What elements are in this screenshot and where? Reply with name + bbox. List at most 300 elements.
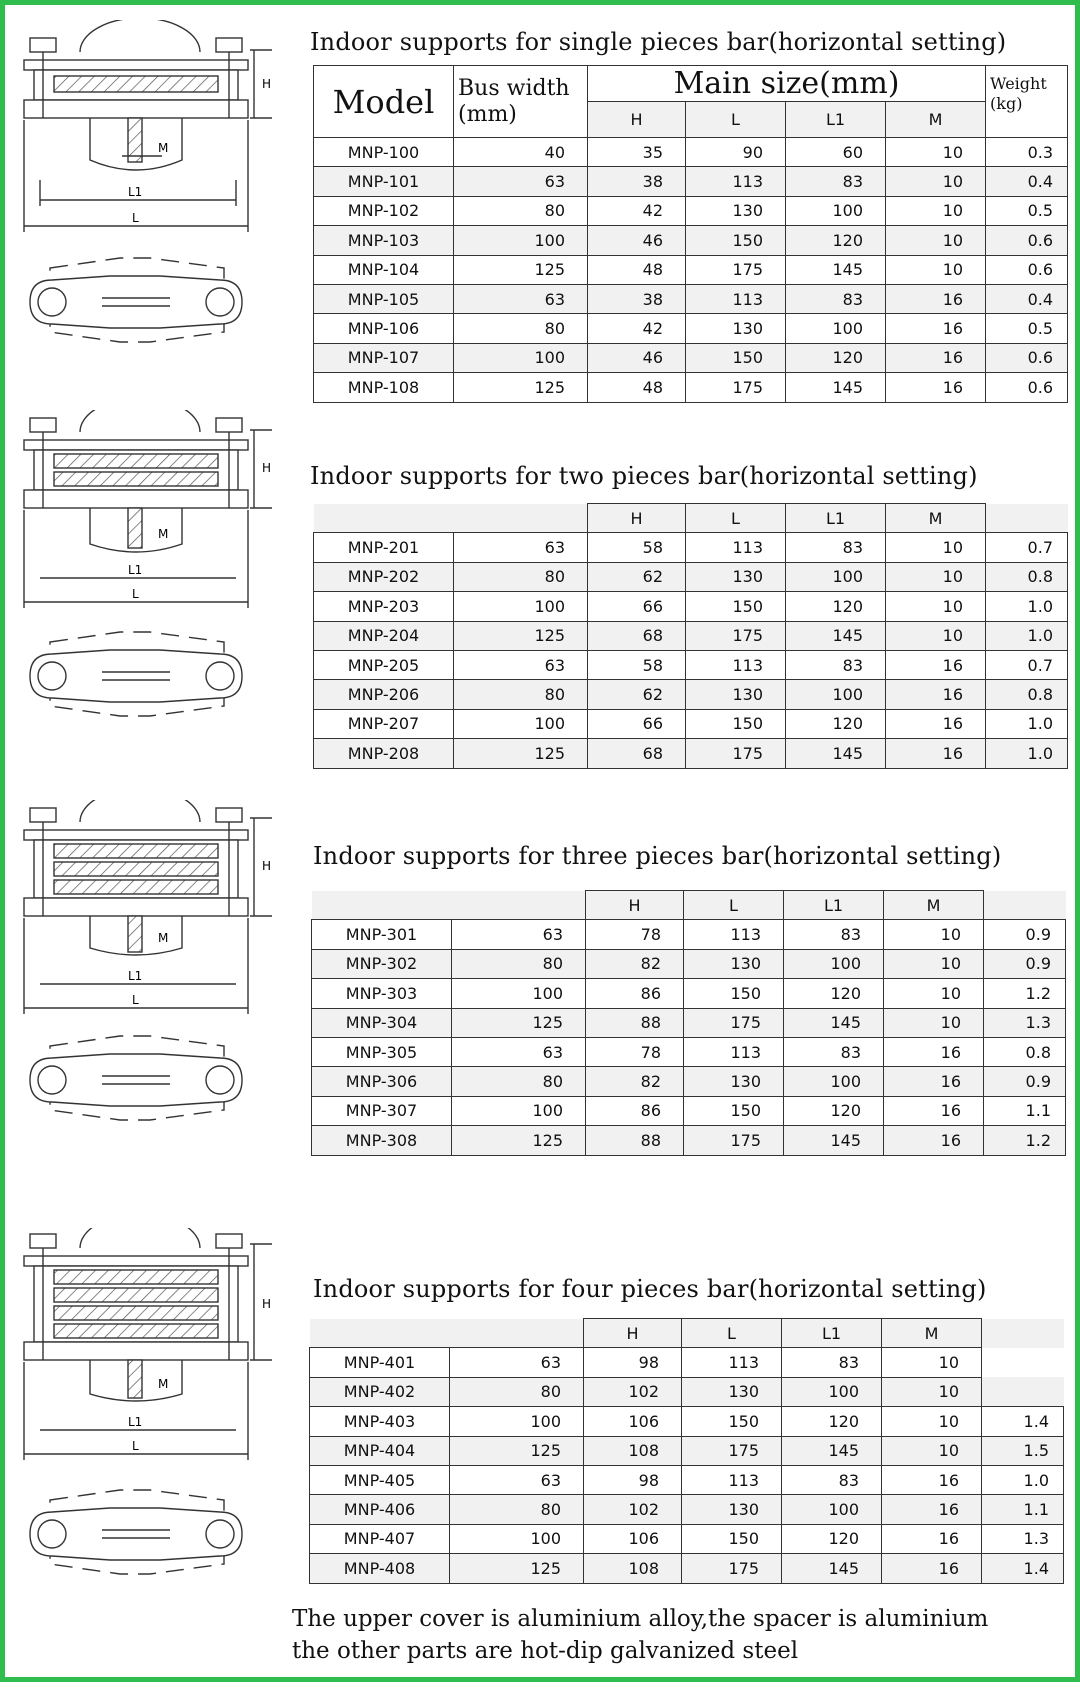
cell-l: 130 [682, 1495, 782, 1524]
table-row [314, 167, 1068, 196]
spec-table-two [313, 503, 1068, 769]
col-l: L [686, 102, 786, 138]
label-h: H [262, 461, 272, 475]
cell-bus-width: 125 [454, 739, 588, 768]
cell-model: MNP-104 [314, 255, 454, 284]
cell-m: 10 [882, 1348, 982, 1377]
table-row [314, 562, 1068, 591]
table-row [314, 739, 1068, 768]
cell-m: 16 [886, 709, 986, 738]
cell-l: 130 [682, 1377, 782, 1406]
cell-m: 16 [886, 284, 986, 313]
cell-weight: 1.3 [982, 1524, 1064, 1553]
cell-l: 175 [686, 373, 786, 402]
cell-weight: 0.6 [986, 226, 1068, 255]
cell-weight: 0.4 [986, 284, 1068, 313]
table-row [314, 621, 1068, 650]
table-row [312, 949, 1066, 978]
cell-bus-width: 80 [450, 1495, 584, 1524]
cell-l: 130 [686, 196, 786, 225]
cell-bus-width: 63 [452, 920, 586, 949]
cell-h: 88 [586, 1008, 684, 1037]
label-l1: L1 [128, 969, 143, 983]
cell-model: MNP-303 [312, 979, 452, 1008]
cell-bus-width: 100 [452, 1096, 586, 1125]
section-title-three: Indoor supports for three pieces bar(horizontal setting) [313, 842, 1002, 870]
cell-weight: 1.2 [984, 1126, 1066, 1155]
label-m: M [158, 141, 169, 155]
cell-weight: 1.4 [982, 1554, 1064, 1583]
label-l: L [132, 993, 139, 1007]
cell-l1: 145 [784, 1126, 884, 1155]
cell-l: 150 [684, 979, 784, 1008]
cell-bus-width: 125 [452, 1126, 586, 1155]
cell-l1: 120 [784, 979, 884, 1008]
cell-h: 58 [588, 650, 686, 679]
cell-weight: 1.2 [984, 979, 1066, 1008]
cell-l: 150 [686, 709, 786, 738]
cell-l: 130 [684, 1067, 784, 1096]
table-row [310, 1348, 1064, 1377]
cell-l: 113 [684, 1037, 784, 1066]
cell-model: MNP-205 [314, 650, 454, 679]
cell-weight: 1.0 [986, 621, 1068, 650]
cell-m: 16 [884, 1067, 984, 1096]
cell-m: 16 [886, 650, 986, 679]
cell-bus-width: 63 [454, 650, 588, 679]
cell-l: 113 [686, 284, 786, 313]
cell-h: 106 [584, 1407, 682, 1436]
col-l: L [686, 504, 786, 533]
cell-l1: 145 [782, 1554, 882, 1583]
cell-model: MNP-403 [310, 1407, 450, 1436]
col-h: H [586, 891, 684, 920]
cell-l1: 100 [786, 196, 886, 225]
cell-l1: 120 [782, 1407, 882, 1436]
cell-model: MNP-204 [314, 621, 454, 650]
cell-model: MNP-308 [312, 1126, 452, 1155]
cell-l1: 83 [786, 650, 886, 679]
cell-m: 16 [886, 739, 986, 768]
cell-h: 46 [588, 226, 686, 255]
cell-h: 38 [588, 284, 686, 313]
cell-bus-width: 63 [454, 167, 588, 196]
label-l: L [132, 211, 139, 225]
cell-weight: 1.4 [982, 1407, 1064, 1436]
cell-weight: 0.9 [984, 920, 1066, 949]
cell-l1: 145 [786, 373, 886, 402]
material-note-line-1: The upper cover is aluminium alloy,the spacer is aluminium [292, 1606, 989, 1632]
table-row [310, 1495, 1064, 1524]
cell-l1: 83 [786, 533, 886, 562]
cell-l1: 120 [784, 1096, 884, 1125]
cell-h: 46 [588, 343, 686, 372]
cell-l1: 100 [786, 314, 886, 343]
cell-weight: 1.5 [982, 1436, 1064, 1465]
section-title-two: Indoor supports for two pieces bar(horizontal setting) [310, 462, 978, 490]
header-model: Model [314, 66, 454, 138]
cell-h: 68 [588, 621, 686, 650]
cell-model: MNP-108 [314, 373, 454, 402]
cell-model: MNP-404 [310, 1436, 450, 1465]
cell-bus-width: 63 [454, 284, 588, 313]
cell-m: 16 [886, 373, 986, 402]
cell-bus-width: 80 [450, 1377, 584, 1406]
cell-h: 82 [586, 949, 684, 978]
table-row [310, 1377, 1064, 1406]
cell-l: 150 [686, 343, 786, 372]
cell-l: 113 [682, 1465, 782, 1494]
label-l1: L1 [128, 185, 143, 199]
cell-m: 10 [884, 979, 984, 1008]
col-m: M [886, 504, 986, 533]
cell-bus-width: 80 [452, 949, 586, 978]
cell-model: MNP-405 [310, 1465, 450, 1494]
cell-model: MNP-304 [312, 1008, 452, 1037]
cell-weight: 0.5 [986, 314, 1068, 343]
cell-l1: 83 [782, 1348, 882, 1377]
cell-l: 130 [686, 562, 786, 591]
cell-l1: 145 [784, 1008, 884, 1037]
cell-bus-width: 100 [454, 592, 588, 621]
cell-l: 175 [682, 1554, 782, 1583]
cell-l1: 120 [786, 709, 886, 738]
cell-weight: 1.1 [984, 1096, 1066, 1125]
cell-h: 66 [588, 709, 686, 738]
spec-table-three [311, 890, 1066, 1156]
table-row [310, 1524, 1064, 1553]
cell-l: 175 [684, 1126, 784, 1155]
table-row [312, 1067, 1066, 1096]
cell-m: 10 [886, 138, 986, 167]
cell-l1: 83 [786, 167, 886, 196]
table-row [314, 343, 1068, 372]
cell-m: 10 [882, 1436, 982, 1465]
cell-m: 16 [886, 343, 986, 372]
cell-model: MNP-301 [312, 920, 452, 949]
label-h: H [262, 859, 272, 873]
cell-weight: 0.3 [986, 138, 1068, 167]
col-l1: L1 [784, 891, 884, 920]
cell-bus-width: 100 [454, 709, 588, 738]
cell-h: 62 [588, 562, 686, 591]
cell-model: MNP-203 [314, 592, 454, 621]
cell-bus-width: 100 [452, 979, 586, 1008]
cell-h: 38 [588, 167, 686, 196]
table-row [314, 592, 1068, 621]
cell-l1: 100 [782, 1495, 882, 1524]
table-row [314, 650, 1068, 679]
cell-bus-width: 80 [454, 314, 588, 343]
cell-l: 175 [686, 739, 786, 768]
cell-weight: 0.6 [986, 373, 1068, 402]
cell-l: 113 [684, 920, 784, 949]
cell-l: 130 [684, 949, 784, 978]
table-row [314, 196, 1068, 225]
table-row [312, 1126, 1066, 1155]
cell-model: MNP-407 [310, 1524, 450, 1553]
cell-weight: 0.8 [984, 1037, 1066, 1066]
cell-m: 10 [886, 255, 986, 284]
cell-weight: 1.1 [982, 1495, 1064, 1524]
cell-m: 10 [886, 226, 986, 255]
cell-weight: 1.0 [986, 709, 1068, 738]
cell-l1: 100 [784, 949, 884, 978]
cell-model: MNP-306 [312, 1067, 452, 1096]
spec-table-four [309, 1318, 1064, 1584]
cell-l1: 120 [786, 343, 886, 372]
cell-h: 108 [584, 1436, 682, 1465]
col-l1: L1 [786, 504, 886, 533]
cell-weight: 1.0 [986, 592, 1068, 621]
cell-model: MNP-207 [314, 709, 454, 738]
cell-l1: 100 [786, 562, 886, 591]
label-h: H [262, 77, 272, 91]
cell-m: 16 [882, 1524, 982, 1553]
cell-h: 78 [586, 920, 684, 949]
cell-h: 82 [586, 1067, 684, 1096]
cell-l1: 83 [786, 284, 886, 313]
cell-l: 113 [686, 167, 786, 196]
col-m: M [882, 1319, 982, 1348]
table-row [314, 709, 1068, 738]
cell-h: 48 [588, 373, 686, 402]
cell-l: 130 [686, 680, 786, 709]
cell-model: MNP-307 [312, 1096, 452, 1125]
cell-weight: 0.5 [986, 196, 1068, 225]
cell-h: 98 [584, 1348, 682, 1377]
cell-l: 130 [686, 314, 786, 343]
cell-m: 16 [884, 1037, 984, 1066]
cell-bus-width: 100 [450, 1524, 584, 1553]
cell-l: 150 [686, 226, 786, 255]
cell-model: MNP-302 [312, 949, 452, 978]
col-h: H [588, 102, 686, 138]
cell-model: MNP-406 [310, 1495, 450, 1524]
cell-model: MNP-103 [314, 226, 454, 255]
label-h: H [262, 1297, 272, 1311]
label-m: M [158, 1377, 169, 1391]
table-row [310, 1436, 1064, 1465]
col-m: M [886, 102, 986, 138]
cell-l1: 100 [784, 1067, 884, 1096]
material-note-line-2: the other parts are hot-dip galvanized steel [292, 1638, 799, 1664]
cell-l1: 145 [782, 1436, 882, 1465]
drawing-three-bars [10, 800, 272, 1160]
cell-weight: 0.7 [986, 533, 1068, 562]
cell-h: 58 [588, 533, 686, 562]
cell-h: 108 [584, 1554, 682, 1583]
cell-h: 98 [584, 1465, 682, 1494]
cell-m: 10 [884, 920, 984, 949]
table-row [314, 138, 1068, 167]
cell-model: MNP-408 [310, 1554, 450, 1583]
cell-m: 16 [886, 680, 986, 709]
col-l1: L1 [786, 102, 886, 138]
col-l1: L1 [782, 1319, 882, 1348]
cell-h: 106 [584, 1524, 682, 1553]
cell-weight: 1.0 [986, 739, 1068, 768]
drawing-single-bar [10, 20, 272, 410]
cell-h: 42 [588, 314, 686, 343]
cell-weight: 1.0 [982, 1465, 1064, 1494]
cell-model: MNP-202 [314, 562, 454, 591]
drawing-two-bars [10, 410, 272, 770]
cell-l: 175 [686, 255, 786, 284]
label-l: L [132, 1439, 139, 1453]
cell-model: MNP-208 [314, 739, 454, 768]
cell-l: 113 [686, 533, 786, 562]
cell-l: 150 [686, 592, 786, 621]
cell-weight: 0.4 [986, 167, 1068, 196]
cell-weight: 1.3 [984, 1008, 1066, 1037]
cell-bus-width: 80 [454, 680, 588, 709]
cell-l1: 120 [786, 226, 886, 255]
cell-l1: 60 [786, 138, 886, 167]
header-bus-width: Bus width (mm) [454, 66, 588, 138]
col-m: M [884, 891, 984, 920]
cell-weight: 0.8 [986, 680, 1068, 709]
cell-m: 16 [882, 1554, 982, 1583]
section-title-single: Indoor supports for single pieces bar(horizontal setting) [310, 28, 1007, 56]
cell-h: 102 [584, 1495, 682, 1524]
cell-m: 10 [884, 1008, 984, 1037]
cell-l1: 83 [784, 920, 884, 949]
cell-bus-width: 80 [452, 1067, 586, 1096]
cell-l1: 145 [786, 255, 886, 284]
cell-model: MNP-107 [314, 343, 454, 372]
cell-weight: 0.9 [984, 949, 1066, 978]
cell-m: 10 [886, 196, 986, 225]
cell-model: MNP-100 [314, 138, 454, 167]
table-row [314, 226, 1068, 255]
cell-l: 175 [686, 621, 786, 650]
cell-l: 90 [686, 138, 786, 167]
cell-m: 10 [882, 1377, 982, 1406]
cell-h: 48 [588, 255, 686, 284]
label-m: M [158, 931, 169, 945]
table-row [310, 1465, 1064, 1494]
cell-bus-width: 125 [454, 373, 588, 402]
table-row [314, 284, 1068, 313]
cell-bus-width: 80 [454, 562, 588, 591]
cell-weight: 0.7 [986, 650, 1068, 679]
cell-l: 150 [682, 1407, 782, 1436]
cell-l1: 145 [786, 739, 886, 768]
cell-bus-width: 125 [450, 1436, 584, 1465]
cell-h: 62 [588, 680, 686, 709]
cell-h: 88 [586, 1126, 684, 1155]
cell-m: 16 [884, 1126, 984, 1155]
cell-m: 16 [882, 1465, 982, 1494]
cell-weight: 0.6 [986, 343, 1068, 372]
cell-l1: 83 [784, 1037, 884, 1066]
cell-bus-width: 100 [454, 226, 588, 255]
cell-m: 10 [886, 592, 986, 621]
cell-m: 10 [886, 562, 986, 591]
cell-h: 102 [584, 1377, 682, 1406]
cell-l: 175 [684, 1008, 784, 1037]
cell-m: 10 [882, 1407, 982, 1436]
cell-h: 66 [588, 592, 686, 621]
cell-bus-width: 63 [450, 1465, 584, 1494]
table-row [310, 1554, 1064, 1583]
table-row [312, 979, 1066, 1008]
cell-bus-width: 63 [452, 1037, 586, 1066]
cell-m: 10 [884, 949, 984, 978]
cell-bus-width: 40 [454, 138, 588, 167]
cell-l1: 100 [786, 680, 886, 709]
cell-weight [982, 1377, 1064, 1406]
cell-bus-width: 80 [454, 196, 588, 225]
col-h: H [588, 504, 686, 533]
cell-m: 16 [882, 1495, 982, 1524]
cell-bus-width: 63 [450, 1348, 584, 1377]
cell-h: 42 [588, 196, 686, 225]
cell-weight: 0.8 [986, 562, 1068, 591]
table-row [312, 920, 1066, 949]
cell-l1: 145 [786, 621, 886, 650]
table-row [314, 533, 1068, 562]
table-row [314, 680, 1068, 709]
table-row [312, 1037, 1066, 1066]
cell-m: 10 [886, 621, 986, 650]
cell-m: 16 [884, 1096, 984, 1125]
cell-h: 86 [586, 1096, 684, 1125]
cell-model: MNP-401 [310, 1348, 450, 1377]
cell-model: MNP-105 [314, 284, 454, 313]
section-title-four: Indoor supports for four pieces bar(horizontal setting) [313, 1275, 987, 1303]
col-h: H [584, 1319, 682, 1348]
cell-m: 16 [886, 314, 986, 343]
cell-weight [982, 1348, 1064, 1377]
cell-model: MNP-102 [314, 196, 454, 225]
material-note [292, 1603, 1072, 1667]
table-row [312, 1008, 1066, 1037]
cell-h: 78 [586, 1037, 684, 1066]
table-row [314, 314, 1068, 343]
col-l: L [684, 891, 784, 920]
cell-model: MNP-402 [310, 1377, 450, 1406]
header-weight: Weight (kg) [986, 66, 1068, 138]
cell-model: MNP-201 [314, 533, 454, 562]
drawing-four-bars [10, 1228, 272, 1668]
cell-model: MNP-101 [314, 167, 454, 196]
label-l: L [132, 587, 139, 601]
table-row [314, 373, 1068, 402]
label-l1: L1 [128, 1415, 143, 1429]
cell-l: 175 [682, 1436, 782, 1465]
cell-m: 10 [886, 167, 986, 196]
spec-table-single [313, 65, 1068, 403]
cell-model: MNP-206 [314, 680, 454, 709]
table-row [312, 1096, 1066, 1125]
cell-model: MNP-106 [314, 314, 454, 343]
cell-h: 68 [588, 739, 686, 768]
col-l: L [682, 1319, 782, 1348]
cell-h: 86 [586, 979, 684, 1008]
cell-bus-width: 125 [454, 621, 588, 650]
cell-l: 150 [682, 1524, 782, 1553]
cell-bus-width: 125 [452, 1008, 586, 1037]
cell-l: 113 [686, 650, 786, 679]
cell-bus-width: 100 [450, 1407, 584, 1436]
cell-bus-width: 125 [454, 255, 588, 284]
cell-m: 10 [886, 533, 986, 562]
cell-l: 113 [682, 1348, 782, 1377]
table-row [314, 255, 1068, 284]
cell-bus-width: 100 [454, 343, 588, 372]
